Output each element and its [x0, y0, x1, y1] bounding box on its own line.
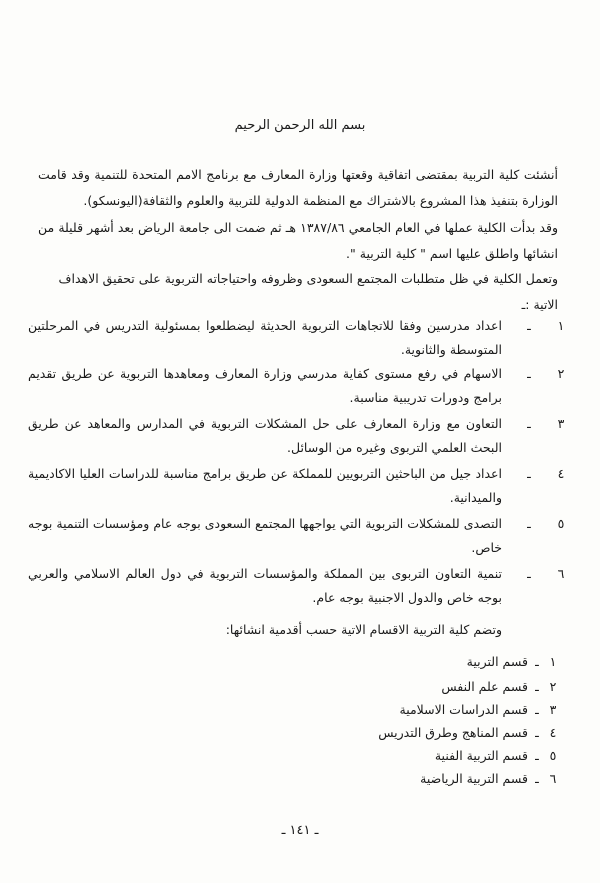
departments-intro: وتضم كلية التربية الاقسام الاتية حسب أقدمية انشائها:: [225, 622, 502, 637]
paragraph-start-year: وقد بدأت الكلية عملها في العام الجامعي ١٣٨٧/٨٦ هـ ثم ضمت الى جامعة الرياض بعد أشهر قليلة من انشائها واطلق عليها اسم " كلية التربية ".: [38, 220, 558, 261]
goal-number: ٢: [557, 366, 565, 381]
department-label: قسم التربية الفنية: [434, 748, 528, 763]
department-number: ٤: [549, 725, 557, 740]
department-dash: ـ: [535, 771, 539, 786]
goal-number: ١: [557, 318, 565, 333]
paragraph-goals-intro-continued: الاتية :ـ: [521, 297, 558, 312]
department-dash: ـ: [535, 654, 539, 669]
goal-dash: ـ: [527, 366, 531, 381]
department-label: قسم التربية الرياضية: [420, 771, 528, 786]
page-number: ـ ١٤١ ـ: [281, 823, 319, 838]
goal-text: التعاون مع وزارة المعارف على حل المشكلات التربوية في المدارس والمعاهد عن طريق البحث العلمي التربوى وغيره من الوسائل.: [28, 416, 502, 455]
department-number: ٦: [549, 771, 557, 786]
department-dash: ـ: [535, 748, 539, 763]
department-label: قسم علم النفس: [441, 679, 528, 694]
goal-dash: ـ: [527, 566, 531, 581]
goal-number: ٦: [557, 566, 565, 581]
department-number: ٣: [549, 702, 557, 717]
department-item: [435, 746, 560, 766]
department-number: ٢: [549, 679, 557, 694]
department-item: [441, 677, 560, 697]
goal-item: [28, 512, 568, 560]
goal-text: اعداد جيل من الباحثين التربويين للمملكة عن طريق برامج مناسبة للدراسات العليا الاكاديمية والميدانية.: [28, 466, 502, 505]
goal-item: [28, 412, 568, 460]
department-item: [420, 769, 560, 789]
department-label: قسم التربية: [466, 654, 528, 669]
goal-text: تنمية التعاون التربوى بين المملكة والمؤسسات التربوية في دول العالم الاسلامي والعربي بوجه خاص والدول الاجنبية بوجه عام.: [28, 566, 502, 605]
goal-text: الاسهام في رفع مستوى كفاية مدرسي وزارة المعارف ومعاهدها التربوية عن طريق تقديم برامج ودورات تدريبية مناسبة.: [28, 366, 502, 405]
goal-number: ٤: [557, 466, 565, 481]
bismillah-heading: بسم الله الرحمن الرحيم: [234, 118, 366, 133]
department-dash: ـ: [535, 725, 539, 740]
goal-number: ٥: [557, 516, 565, 531]
goal-dash: ـ: [527, 318, 531, 333]
department-item: [378, 723, 560, 743]
goal-text: اعداد مدرسين وفقا للاتجاهات التربوية الحديثة ليضطلعوا بمسئولية التدريس في المرحلتين المتوسطة والثانوية.: [28, 318, 502, 357]
goal-dash: ـ: [527, 416, 531, 431]
paragraph-goals-intro: وتعمل الكلية في ظل متطلبات المجتمع السعودى وظروفه واحتياجاته التربوية على تحقيق الاهداف: [58, 271, 558, 286]
goal-item: [28, 462, 568, 510]
goal-item: [28, 314, 568, 362]
department-dash: ـ: [535, 679, 539, 694]
goal-number: ٣: [557, 416, 565, 431]
department-label: قسم المناهج وطرق التدريس: [378, 725, 528, 740]
goal-dash: ـ: [527, 466, 531, 481]
department-item: [400, 700, 561, 720]
goal-item: [28, 562, 568, 610]
department-dash: ـ: [535, 702, 539, 717]
paragraph-founding: أنشئت كلية التربية بمقتضى اتفاقية وقعتها وزارة المعارف مع برنامج الامم المتحدة للتنمية وقد قامت الوزارة بتنفيذ هذا المشروع بالاشتراك مع المنظمة الدولية للتربية والعلوم والثقافة(اليونسكو).: [38, 167, 558, 208]
goal-item: [28, 362, 568, 410]
department-number: ٥: [549, 748, 557, 763]
goal-dash: ـ: [527, 516, 531, 531]
department-number: ١: [549, 654, 557, 669]
goal-text: التصدى للمشكلات التربوية التي يواجهها المجتمع السعودى بوجه عام ومؤسسات التنمية بوجه خاص.: [28, 516, 502, 555]
department-label: قسم الدراسات الاسلامية: [399, 702, 528, 717]
department-item: [467, 652, 560, 672]
